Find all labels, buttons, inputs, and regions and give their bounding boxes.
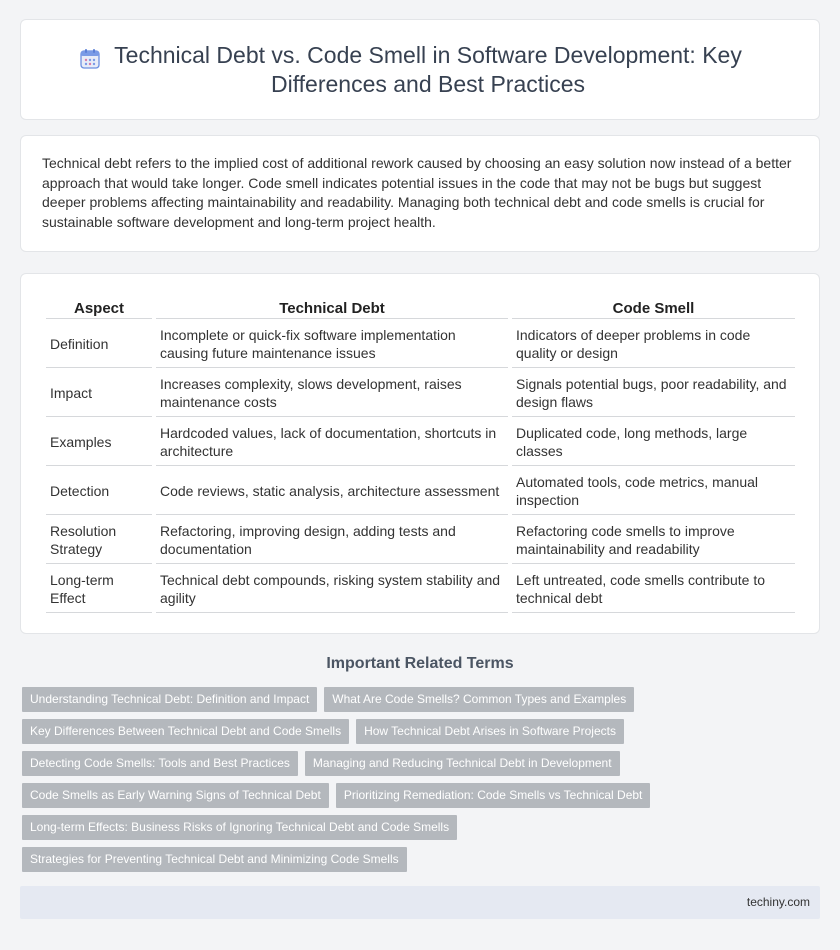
- footer: [20, 886, 820, 919]
- technical-debt-cell: Refactoring, improving design, adding tests and documentation: [156, 517, 508, 564]
- aspect-cell: Long-term Effect: [46, 566, 152, 613]
- code-smell-cell: Signals potential bugs, poor readability, and design flaws: [512, 370, 795, 417]
- intro-paragraph: Technical debt refers to the implied cost of additional rework caused by choosing an easy solution now instead of a better approach that would take longer. Code smell indicates potential issues in the code that may not be bugs but suggest deeper problems affecting maintainability and readability. Managing both technical debt and code smells is crucial for sustainable software development and long-term project health.: [42, 155, 792, 230]
- site-name[interactable]: techiny.com: [746, 895, 810, 909]
- title-card: [20, 19, 820, 120]
- tag-row: [22, 751, 802, 777]
- intro-card: [20, 135, 820, 252]
- table-row: [46, 517, 795, 564]
- code-smell-cell: Left untreated, code smells contribute to technical debt: [512, 566, 795, 613]
- comparison-table: [42, 296, 799, 615]
- tag-row: [22, 783, 802, 809]
- table-header-row: [46, 298, 795, 319]
- table-row: [46, 419, 795, 466]
- code-smell-cell: Indicators of deeper problems in code quality or design: [512, 321, 795, 368]
- aspect-cell: Definition: [46, 321, 152, 368]
- code-smell-cell: Automated tools, code metrics, manual inspection: [512, 468, 795, 515]
- column-header-aspect: Aspect: [46, 298, 152, 319]
- column-header-technical-debt: Technical Debt: [156, 298, 508, 319]
- related-terms-list: [22, 687, 802, 879]
- comparison-table-card: [20, 273, 820, 634]
- technical-debt-cell: Incomplete or quick-fix software implementation causing future maintenance issues: [156, 321, 508, 368]
- technical-debt-cell: Technical debt compounds, risking system stability and agility: [156, 566, 508, 613]
- aspect-cell: Resolution Strategy: [46, 517, 152, 564]
- table-row: [46, 321, 795, 368]
- aspect-cell: Examples: [46, 419, 152, 466]
- tag-row: [22, 719, 802, 745]
- related-term-link[interactable]: How Technical Debt Arises in Software Projects: [356, 719, 624, 744]
- table-row: [46, 566, 795, 613]
- related-term-link[interactable]: Long-term Effects: Business Risks of Ignoring Technical Debt and Code Smells: [22, 815, 457, 840]
- tag-row: [22, 687, 802, 713]
- related-term-link[interactable]: Key Differences Between Technical Debt and Code Smells: [22, 719, 349, 744]
- page-title: Technical Debt vs. Code Smell in Software Development: Key Differences and Best Practices: [114, 41, 742, 97]
- table-row: [46, 370, 795, 417]
- related-term-link[interactable]: Understanding Technical Debt: Definition and Impact: [22, 687, 317, 712]
- aspect-cell: Detection: [46, 468, 152, 515]
- code-smell-cell: Refactoring code smells to improve maintainability and readability: [512, 517, 795, 564]
- technical-debt-cell: Increases complexity, slows development, raises maintenance costs: [156, 370, 508, 417]
- related-term-link[interactable]: Detecting Code Smells: Tools and Best Practices: [22, 751, 298, 776]
- related-term-link[interactable]: What Are Code Smells? Common Types and Examples: [324, 687, 634, 712]
- related-term-link[interactable]: Managing and Reducing Technical Debt in Development: [305, 751, 620, 776]
- related-term-link[interactable]: Code Smells as Early Warning Signs of Technical Debt: [22, 783, 329, 808]
- technical-debt-cell: Code reviews, static analysis, architecture assessment: [156, 468, 508, 515]
- column-header-code-smell: Code Smell: [512, 298, 795, 319]
- tag-row: [22, 847, 802, 873]
- table-row: [46, 468, 795, 515]
- related-terms-heading: Important Related Terms: [326, 655, 514, 672]
- code-smell-cell: Duplicated code, long methods, large classes: [512, 419, 795, 466]
- tag-row: [22, 815, 802, 841]
- related-term-link[interactable]: Prioritizing Remediation: Code Smells vs Technical Debt: [336, 783, 651, 808]
- technical-debt-cell: Hardcoded values, lack of documentation, shortcuts in architecture: [156, 419, 508, 466]
- related-term-link[interactable]: Strategies for Preventing Technical Debt and Minimizing Code Smells: [22, 847, 407, 872]
- aspect-cell: Impact: [46, 370, 152, 417]
